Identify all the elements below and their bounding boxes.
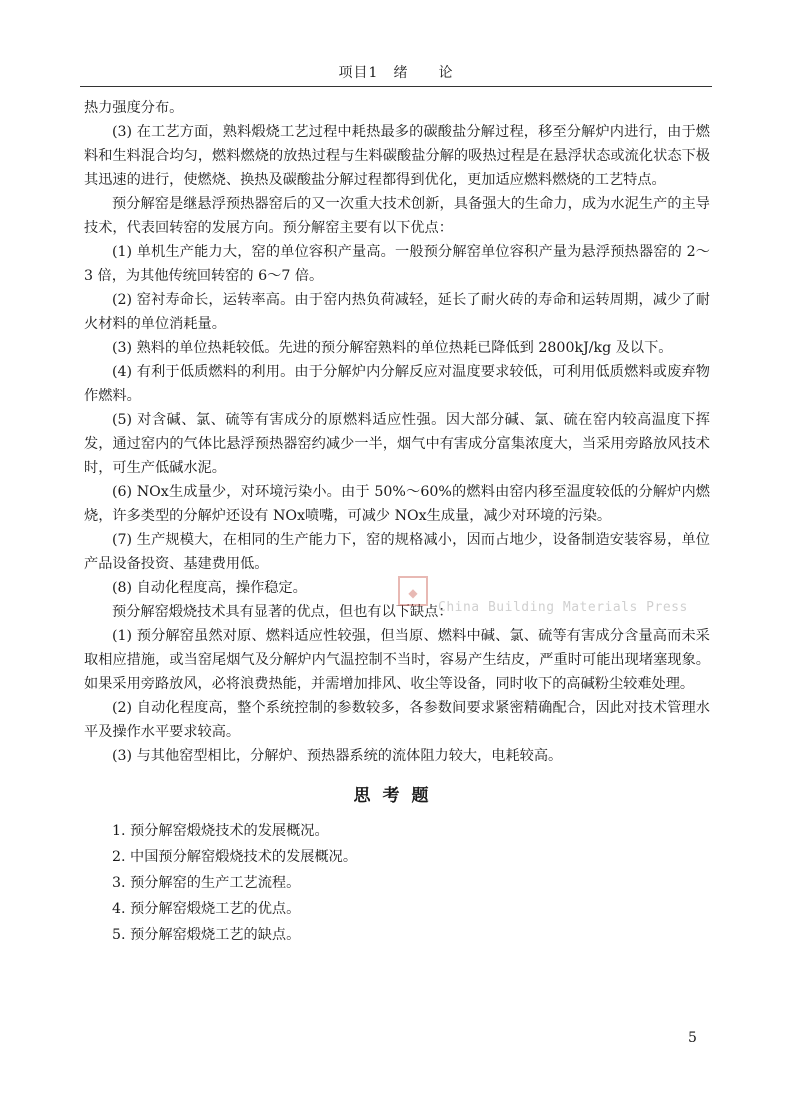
header-rule	[80, 86, 712, 87]
paragraph: 预分解窑是继悬浮预热器窑后的又一次重大技术创新，具备强大的生命力，成为水泥生产的主导技术，代表回转窑的发展方向。预分解窑主要有以下优点：	[84, 196, 710, 236]
advantage-item: (8) 自动化程度高，操作稳定。	[112, 580, 307, 596]
running-header: 项目1 绪 论	[338, 65, 454, 81]
disadvantage-item: (3) 与其他窑型相比，分解炉、预热器系统的流体阻力较大，电耗较高。	[112, 748, 563, 764]
advantage-item: (4) 有利于低质燃料的利用。由于分解炉内分解反应对温度要求较低，可利用低质燃料或废弃物作燃料。	[84, 364, 710, 404]
question-list	[84, 818, 710, 948]
paragraph: 热力强度分布。	[84, 100, 184, 116]
advantage-item: (6) NOx生成量少，对环境污染小。由于 50%～60%的燃料由窑内移至温度较低的分解炉内燃烧，许多类型的分解炉还设有 NOx喷嘴，可减少 NOx生成量，减少对环境的污染。	[84, 484, 710, 524]
disadvantage-item: (1) 预分解窑虽然对原、燃料适应性较强，但当原、燃料中碱、氯、硫等有害成分含量高而未采取相应措施，或当窑尾烟气及分解炉内气温控制不当时，容易产生结皮，严重时可能出现堵塞现象。如果采用旁路放风，必将浪费热能，并需增加排风、收尘等设备，同时收下的高碱粉尘较难处理。	[84, 628, 710, 692]
publisher-logo-icon: ◆	[398, 576, 428, 606]
page-number: 5	[688, 1030, 697, 1046]
paragraph: (3) 在工艺方面，熟料煅烧工艺过程中耗热最多的碳酸盐分解过程，移至分解炉内进行，由于燃料和生料混合均匀，燃料燃烧的放热过程与生料碳酸盐分解的吸热过程是在悬浮状态或流化状态下极其迅速的进行，使燃烧、换热及碳酸盐分解过程都得到优化，更加适应燃料燃烧的工艺特点。	[84, 124, 710, 188]
advantage-item: (2) 窑衬寿命长，运转率高。由于窑内热负荷减轻，延长了耐火砖的寿命和运转周期，减少了耐火材料的单位消耗量。	[84, 292, 710, 332]
question-item: 5. 预分解窑煅烧工艺的缺点。	[112, 927, 301, 943]
advantage-item: (7) 生产规模大，在相同的生产能力下，窑的规格减小，因而占地少，设备制造安装容易，单位产品设备投资、基建费用低。	[84, 532, 710, 572]
disadvantage-item: (2) 自动化程度高，整个系统控制的参数较多，各参数间要求紧密精确配合，因此对技术管理水平及操作水平要求较高。	[84, 700, 710, 740]
advantage-item: (3) 熟料的单位热耗较低。先进的预分解窑熟料的单位热耗已降低到 2800kJ/kg 及以下。	[112, 340, 673, 356]
watermark-text: China Building Materials Press	[438, 600, 688, 615]
section-title: 思考题	[353, 786, 441, 806]
question-item: 2. 中国预分解窑煅烧技术的发展概况。	[112, 849, 358, 865]
question-item: 1. 预分解窑煅烧技术的发展概况。	[112, 823, 329, 839]
advantage-item: (1) 单机生产能力大，窑的单位容积产量高。一般预分解窑单位容积产量为悬浮预热器窑的 2～3 倍，为其他传统回转窑的 6～7 倍。	[84, 244, 710, 284]
paragraph: 预分解窑煅烧技术具有显著的优点，但也有以下缺点：	[112, 604, 453, 620]
question-item: 4. 预分解窑煅烧工艺的优点。	[112, 901, 301, 917]
advantage-item: (5) 对含碱、氯、硫等有害成分的原燃料适应性强。因大部分碱、氯、硫在窑内较高温度下挥发，通过窑内的气体比悬浮预热器窑约减少一半，烟气中有害成分富集浓度大，当采用旁路放风技术时，可生产低碱水泥。	[84, 412, 710, 476]
question-item: 3. 预分解窑的生产工艺流程。	[112, 875, 301, 891]
page-body	[84, 96, 710, 948]
